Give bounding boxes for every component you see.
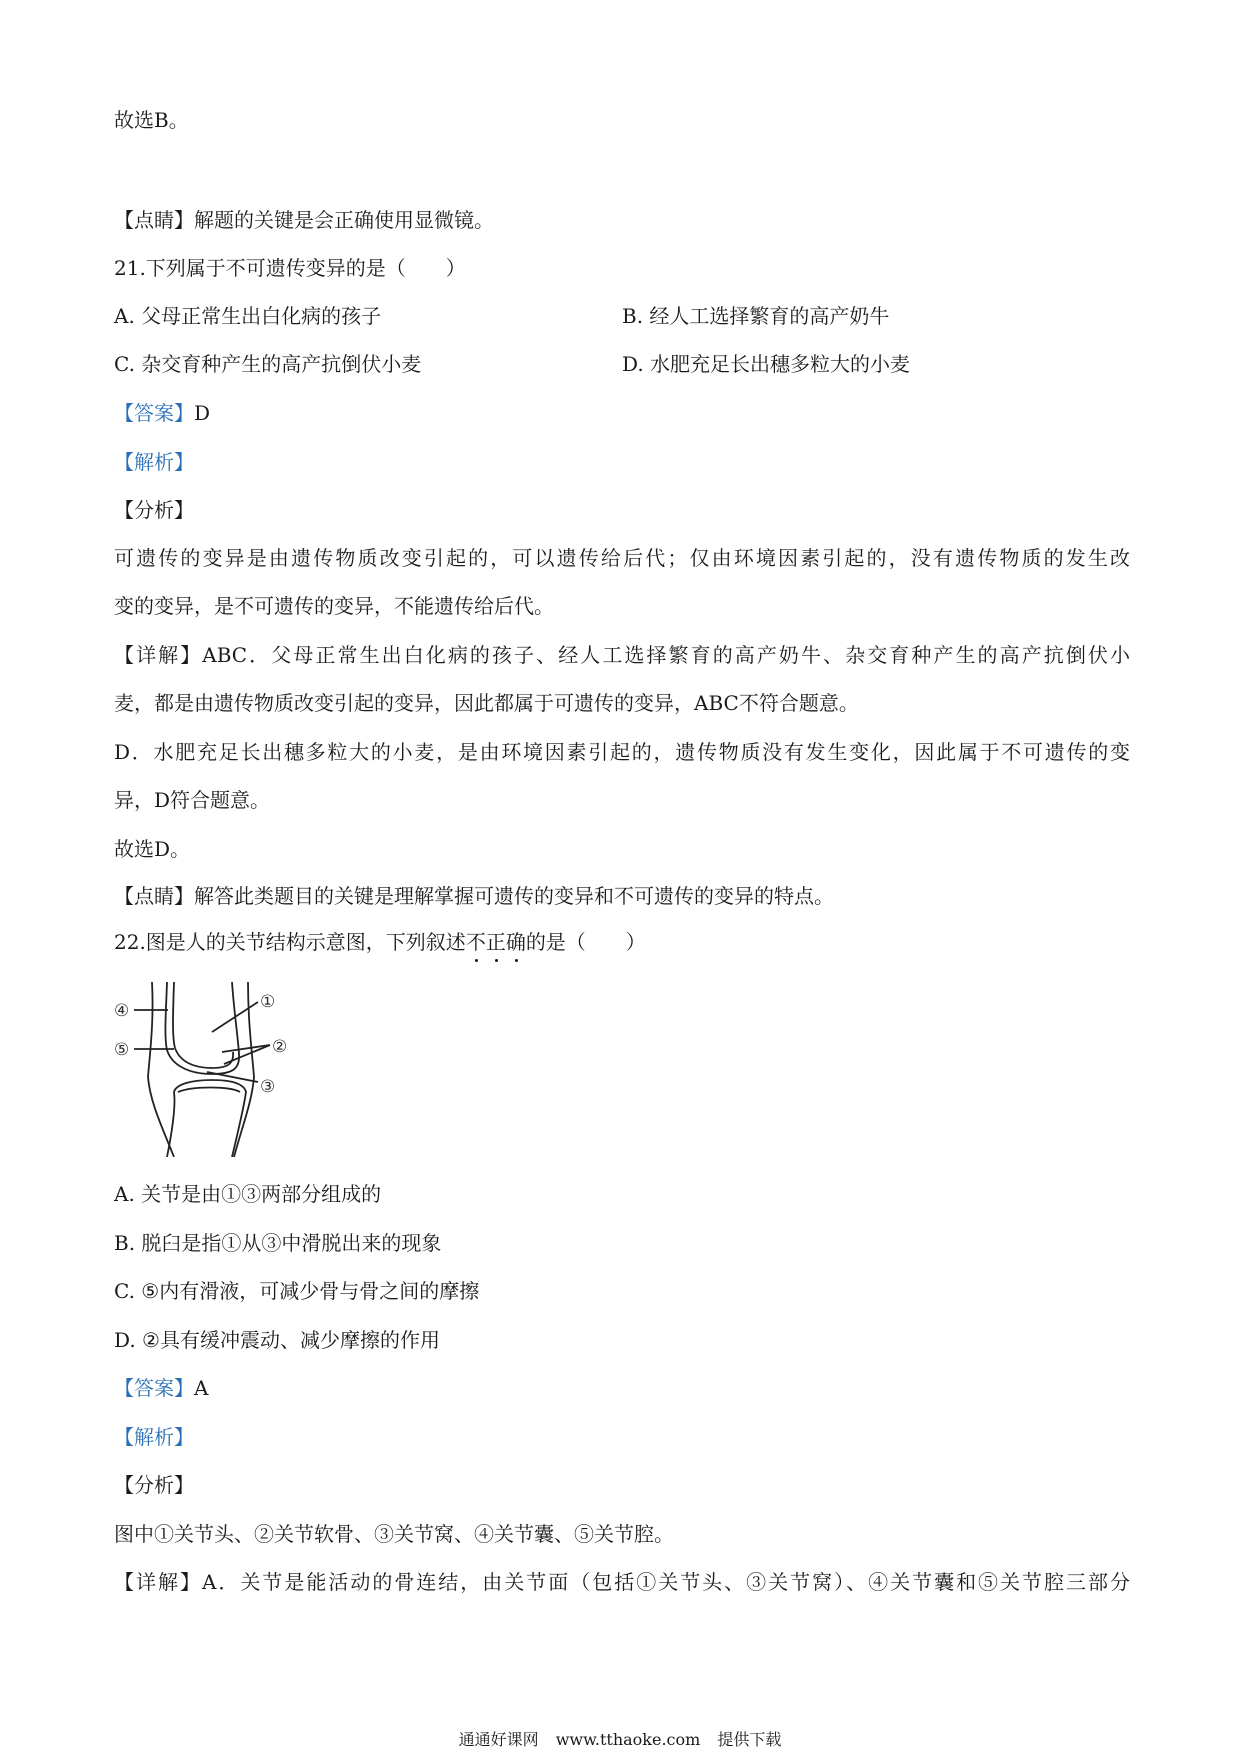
footer-site-name: 通通好课网 [458, 1730, 539, 1749]
q21-fenxi-tag: 【分析】 [114, 498, 194, 522]
page-footer [0, 1730, 1240, 1750]
q22-option-d: D. ②具有缓冲震动、减少摩擦的作用 [114, 1328, 440, 1352]
question-21-stem: 21.下列属于不可遗传变异的是（ ） [114, 256, 466, 280]
q21-option-b: B. 经人工选择繁育的高产奶牛 [622, 304, 890, 328]
q21-fenxi-line-1: 可遗传的变异是由遗传物质改变引起的，可以遗传给后代；仅由环境因素引起的，没有遗传物质的发生改 [114, 546, 1130, 570]
detail-text: A．关节是能活动的骨连结，由关节面（包括①关节头、③关节窝）、④关节囊和⑤关节腔三部分 [201, 1570, 1130, 1594]
q21-analysis-tag: 【解析】 [114, 450, 194, 474]
answer-value: D [194, 401, 211, 425]
q21-detail-line-2: 麦，都是由遗传物质改变引起的变异，因此都属于可遗传的变异，ABC不符合题意。 [114, 691, 859, 715]
label-3: ③ [260, 1077, 276, 1097]
answer-tag: 【答案】 [114, 401, 194, 425]
q22-analysis-tag: 【解析】 [114, 1425, 194, 1449]
q22-option-b: B. 脱臼是指①从③中滑脱出来的现象 [114, 1231, 442, 1255]
detail-text: ABC．父母正常生出白化病的孩子、经人工选择繁育的高产奶牛、杂交育种产生的高产抗倒伏小 [202, 643, 1130, 667]
q22-fenxi-text: 图中①关节头、②关节软骨、③关节窝、④关节囊、⑤关节腔。 [114, 1522, 674, 1546]
q21-answer [114, 399, 210, 427]
q21-detail-line-1 [114, 641, 1130, 669]
footer-url[interactable]: www.tthaoke.com [555, 1730, 701, 1749]
conclusion-text: 故选B。 [114, 108, 189, 132]
label-5: ⑤ [114, 1040, 130, 1060]
question-22-stem [114, 928, 646, 956]
q22-detail-line-1 [114, 1568, 1130, 1596]
capsule-right [234, 982, 254, 1157]
stem-text: 的是（ ） [525, 930, 646, 954]
q22-option-c: C. ⑤内有滑液，可减少骨与骨之间的摩擦 [114, 1279, 480, 1303]
note-tag: 【点睛】 [114, 208, 194, 232]
q21-detail-line-4: 异，D符合题意。 [114, 788, 271, 812]
upper-bone-outline [165, 982, 239, 1074]
stem-text: 22.图是人的关节结构示意图，下列叙述 [114, 930, 466, 954]
label-1: ① [260, 992, 276, 1012]
emphasis-char: 不 [465, 930, 486, 954]
note-tag: 【点睛】 [114, 884, 194, 908]
joint-structure-diagram [112, 982, 312, 1157]
note-text: 解答此类题目的关键是理解掌握可遗传的变异和不可遗传的变异的特点。 [194, 884, 834, 908]
q22-fenxi-tag: 【分析】 [114, 1473, 194, 1497]
footer-download: 提供下载 [717, 1730, 782, 1749]
q22-option-a: A. 关节是由①③两部分组成的 [114, 1182, 382, 1206]
q21-detail-line-3: D．水肥充足长出穗多粒大的小麦，是由环境因素引起的，遗传物质没有发生变化，因此属于不可遗传的变 [114, 740, 1130, 764]
q21-option-d: D. 水肥充足长出穗多粒大的小麦 [622, 352, 911, 376]
detail-tag: 【详解】 [114, 643, 203, 667]
label-2: ② [272, 1037, 288, 1057]
articular-socket-line [178, 1088, 240, 1093]
capsule-left [148, 982, 174, 1157]
q21-option-a: A. 父母正常生出白化病的孩子 [114, 304, 382, 328]
note-text: 解题的关键是会正确使用显微镜。 [194, 208, 494, 232]
detail-tag: 【详解】 [114, 1570, 202, 1594]
note-paragraph [114, 206, 494, 234]
q21-conclusion: 故选D。 [114, 837, 191, 861]
answer-tag: 【答案】 [114, 1376, 194, 1400]
emphasis-char: 确 [505, 930, 526, 954]
q21-note [114, 882, 834, 910]
answer-value: A [194, 1376, 209, 1400]
emphasis-char: 正 [485, 930, 506, 954]
q21-option-c: C. 杂交育种产生的高产抗倒伏小麦 [114, 352, 422, 376]
q22-answer [114, 1374, 208, 1402]
q21-fenxi-line-2: 变的变异，是不可遗传的变异，不能遗传给后代。 [114, 594, 554, 618]
label-4: ④ [114, 1001, 130, 1021]
